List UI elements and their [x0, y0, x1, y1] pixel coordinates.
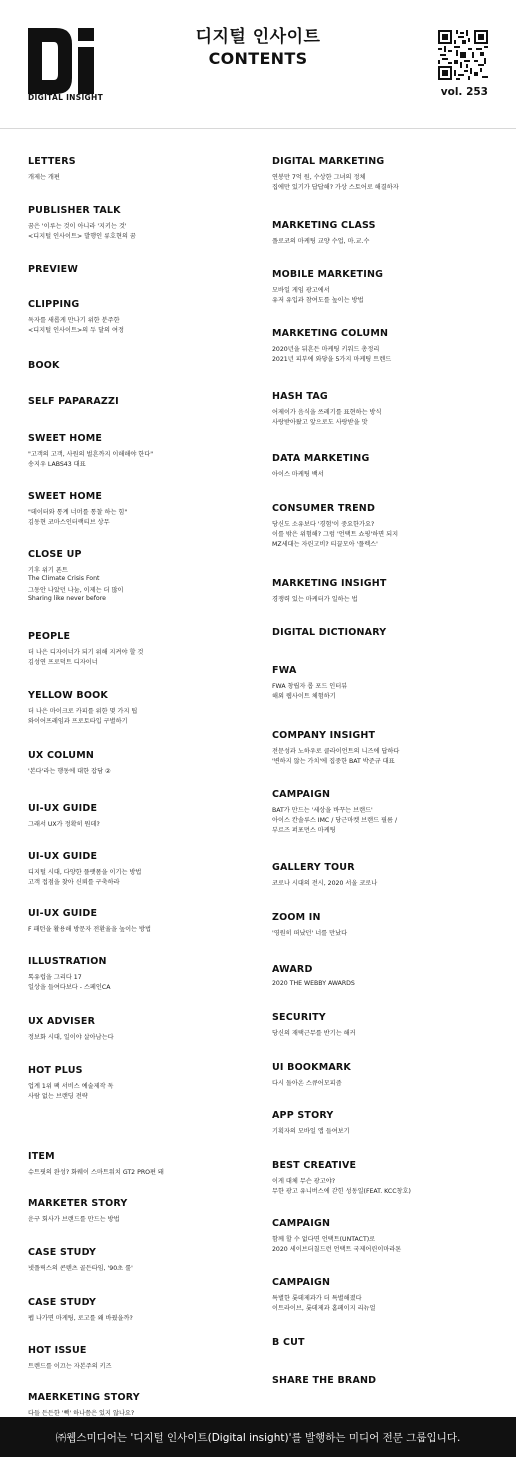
section-subtitle: 2021년 피부에 와닿을 5가지 마케팅 트렌드 [272, 356, 392, 363]
section-subtitle: 당신도 소유보다 '경험'이 중요한가요? [272, 521, 375, 528]
title-korean: 디지털 인사이트 [195, 27, 321, 47]
section-title: YELLOW BOOK [28, 690, 108, 701]
section-subtitle: 톡유럽을 그리다 17 [28, 974, 82, 981]
logo-icon [28, 28, 96, 94]
section-subtitle: 슈트핏의 완성? 화웨이 스마트워치 GT2 PRO편 돼 [28, 1169, 164, 1176]
section-subtitle: 이게 대체 무슨 광고야? [272, 1178, 335, 1185]
section-subtitle: 와이어프레임과 프로토타입 구별하기 [28, 718, 128, 725]
section-subtitle: 플로코의 마케팅 교양 수업, 마.교.수 [272, 238, 370, 245]
title-english: CONTENTS [208, 49, 308, 68]
section-title: CONSUMER TREND [272, 503, 376, 514]
section-subtitle: 다들 든든한 '빽' 하나쯤은 있지 않나요? [28, 1410, 135, 1417]
section-subtitle: 송지우 LABS43 대표 [28, 461, 86, 468]
section-subtitle: 디지털 시대, 다양한 플랫폼을 이기는 방법 [28, 869, 142, 876]
section-subtitle: '변하지 않는 가치'에 집중한 BAT 박준규 대표 [272, 758, 395, 765]
section-subtitle: 아이스 마케팅 백서 [272, 471, 324, 478]
section-subtitle: 펩 나가면 마게팅, 로고를 왜 바꿨을까? [28, 1315, 133, 1322]
section-subtitle: 이트라이브, 롯데제과 홈페이지 리뉴얼 [272, 1305, 376, 1312]
section-title: APP STORY [272, 1110, 334, 1121]
section-subtitle: 사람 없는 브랜딩 전략 [28, 1093, 88, 1100]
section-title: LETTERS [28, 156, 76, 167]
section-title: PUBLISHER TALK [28, 205, 121, 216]
section-subtitle: 업계 1위 팩 서비스 예술제작 독 [28, 1083, 114, 1090]
section-subtitle: 어제이가 음식을 쓰레기를 표현하는 방식 [272, 409, 382, 416]
section-title: UX ADVISER [28, 1016, 96, 1027]
section-subtitle: '본다'라는 행동에 대한 잡담 ② [28, 768, 111, 775]
section-subtitle: 무한 광고 유니버스에 갇힌 성동일(FEAT. KCC창호) [272, 1188, 411, 1195]
section-subtitle: <디지털 인사이트>의 두 달의 여정 [28, 327, 124, 334]
header-divider [0, 128, 516, 129]
section-subtitle: 특별한 롯데제과가 더 특별해졌다 [272, 1295, 362, 1302]
section-title: MARKETING INSIGHT [272, 578, 387, 589]
section-subtitle: 전문성과 노하우로 클라이언트의 니즈에 답하다 [272, 748, 400, 755]
section-subtitle: 기획자의 모바일 앱 들여보기 [272, 1128, 350, 1135]
section-subtitle: "데이터와 통계 너머를 통찰 하는 힘" [28, 509, 128, 516]
section-title: CASE STUDY [28, 1247, 97, 1258]
section-title: GALLERY TOUR [272, 862, 355, 873]
section-subtitle: 경쟁력 있는 마케터가 일하는 법 [272, 596, 358, 603]
section-subtitle: F 패턴을 활용해 방문자 전환율을 높이는 방법 [28, 926, 151, 933]
section-subtitle: 일상을 들여다보다 - 스페인CA [28, 984, 111, 991]
section-subtitle: 김성연 프로덕트 디자이너 [28, 659, 98, 666]
section-title: UI-UX GUIDE [28, 908, 98, 919]
section-title: ITEM [28, 1151, 55, 1162]
section-subtitle: MZ세대는 자린고비? 티끌모아 '플렉스' [272, 541, 378, 548]
section-title: MOBILE MARKETING [272, 269, 384, 280]
section-title: BEST CREATIVE [272, 1160, 357, 1171]
section-title: DATA MARKETING [272, 453, 370, 464]
section-title: UX COLUMN [28, 750, 95, 761]
section-title: AWARD [272, 964, 313, 975]
section-subtitle: 운구 회사가 브랜드를 만드는 방법 [28, 1216, 120, 1223]
section-subtitle: 넷플릭스의 콘텐츠 골든타임, '90초 룰' [28, 1265, 133, 1272]
section-subtitle: 기후 위기 폰트 [28, 567, 68, 574]
section-title: PEOPLE [28, 631, 71, 642]
section-subtitle: 2020 세이브더칠드런 언택트 국제어린이마라톤 [272, 1246, 402, 1253]
section-subtitle: 2020 THE WEBBY AWARDS [272, 980, 355, 987]
section-subtitle: <디지털 인사이트> 발행인 류호현의 꿈 [28, 233, 136, 240]
section-subtitle: The Climate Crisis Font [28, 575, 100, 582]
section-subtitle: 아이스 칸솔루스 IMC / 당근마켓 브랜드 필름 / [272, 817, 398, 824]
section-subtitle: 유저 유입과 참여도를 높이는 방법 [272, 297, 364, 304]
section-subtitle: 더 나은 디자이너가 되기 위해 지켜야 할 것 [28, 649, 144, 656]
section-title: SWEET HOME [28, 491, 103, 502]
section-subtitle: 꿈은 '이루는 것이 아니라 '지키는 것' [28, 223, 127, 230]
section-title: CAMPAIGN [272, 1218, 331, 1229]
section-title: UI-UX GUIDE [28, 803, 98, 814]
section-title: CAMPAIGN [272, 1277, 331, 1288]
section-subtitle: 트렌드를 이끄는 자본주의 키즈 [28, 1363, 112, 1370]
page-title [150, 26, 366, 70]
section-subtitle: FWA 창립자 롭 포드 인터뷰 [272, 683, 348, 690]
volume-number: vol. 253 [440, 86, 488, 98]
section-subtitle: 부르즈 퍼포먼스 마케팅 [272, 827, 336, 834]
section-subtitle: 사랑받아왔고 앞으로도 사랑받을 맛 [272, 419, 368, 426]
section-subtitle: '영원히 떠났던' 너를 만났다 [272, 930, 348, 937]
section-subtitle: 코로나 시대의 전시, 2020 서울 코로나 [272, 880, 378, 887]
section-subtitle: 정보화 시대, 일이야 살아남는다 [28, 1034, 114, 1041]
section-subtitle: 모바일 게임 광고에서 [272, 287, 330, 294]
section-title: HASH TAG [272, 391, 328, 402]
section-title: BOOK [28, 360, 60, 371]
section-subtitle: Sharing like never before [28, 595, 106, 602]
section-title: SWEET HOME [28, 433, 103, 444]
section-subtitle: 김동현 코마스인터랙티브 상무 [28, 519, 110, 526]
section-subtitle: 연봉만 7억 원, 수상한 그녀의 정체 [272, 174, 366, 181]
brand-subtitle: DIGITAL INSIGHT [28, 93, 103, 102]
section-subtitle: 해외 웹사이트 체험하기 [272, 693, 336, 700]
section-title: HOT PLUS [28, 1065, 83, 1076]
section-title: CAMPAIGN [272, 789, 331, 800]
footer-text: ㈜웹스미디어는 '디지털 인사이트(Digital insight)'를 발행하는 미디어 전문 그룹입니다. [55, 1432, 461, 1444]
section-title: PREVIEW [28, 264, 79, 275]
section-title: CLOSE UP [28, 549, 82, 560]
section-title: DIGITAL MARKETING [272, 156, 385, 167]
section-subtitle: BAT가 만드는 '세상을 바꾸는 브랜드' [272, 807, 373, 814]
section-title: CLIPPING [28, 299, 80, 310]
qr-code-icon [438, 30, 488, 80]
section-subtitle: 집에만 있기가 답답해? 가상 스토어로 해결하자 [272, 184, 399, 191]
section-title: MARKETING COLUMN [272, 328, 389, 339]
section-title: B CUT [272, 1337, 305, 1348]
section-subtitle: "고객의 고객, 사원의 벌흔까지 이해해야 한다" [28, 451, 154, 458]
section-subtitle: 다시 돌아온 스큐어모피즘 [272, 1080, 342, 1087]
section-title: COMPANY INSIGHT [272, 730, 376, 741]
section-subtitle: 독자를 새롭게 만나기 위한 분주한 [28, 317, 120, 324]
section-subtitle: 당신의 재택근무를 반기는 해커 [272, 1030, 356, 1037]
section-title: SECURITY [272, 1012, 326, 1023]
section-title: MAERKETING STORY [28, 1392, 140, 1403]
section-subtitle: 함께 할 수 없다면 언택트(UNTACT)로 [272, 1236, 376, 1243]
footer [0, 1417, 516, 1457]
section-subtitle: 이를 밖은 위험해? 그럼 '언택트 쇼핑'하면 되지 [272, 531, 399, 538]
section-subtitle: 그래서 UX가 정확히 뭔데? [28, 821, 100, 828]
section-title: UI BOOKMARK [272, 1062, 351, 1073]
section-title: MARKETER STORY [28, 1198, 128, 1209]
section-title: ZOOM IN [272, 912, 321, 923]
section-subtitle: 2020년을 뒤흔든 마케팅 키워드 총정리 [272, 346, 380, 353]
section-subtitle: 그동안 나았던 나눔, 이제는 더 많이 [28, 587, 124, 594]
section-title: FWA [272, 665, 297, 676]
section-title: MARKETING CLASS [272, 220, 376, 231]
section-title: SHARE THE BRAND [272, 1375, 377, 1386]
section-subtitle: 더 나은 마이크로 카피를 위한 몇 가지 팁 [28, 708, 138, 715]
section-subtitle: 개제는 개편 [28, 174, 60, 181]
section-title: ILLUSTRATION [28, 956, 107, 967]
section-title: DIGITAL DICTIONARY [272, 627, 387, 638]
section-title: UI-UX GUIDE [28, 851, 98, 862]
section-title: SELF PAPARAZZI [28, 396, 119, 407]
header [0, 0, 516, 130]
section-subtitle: 고객 접점을 찾아 신뢰를 구축하라 [28, 879, 120, 886]
section-title: CASE STUDY [28, 1297, 97, 1308]
section-title: HOT ISSUE [28, 1345, 87, 1356]
